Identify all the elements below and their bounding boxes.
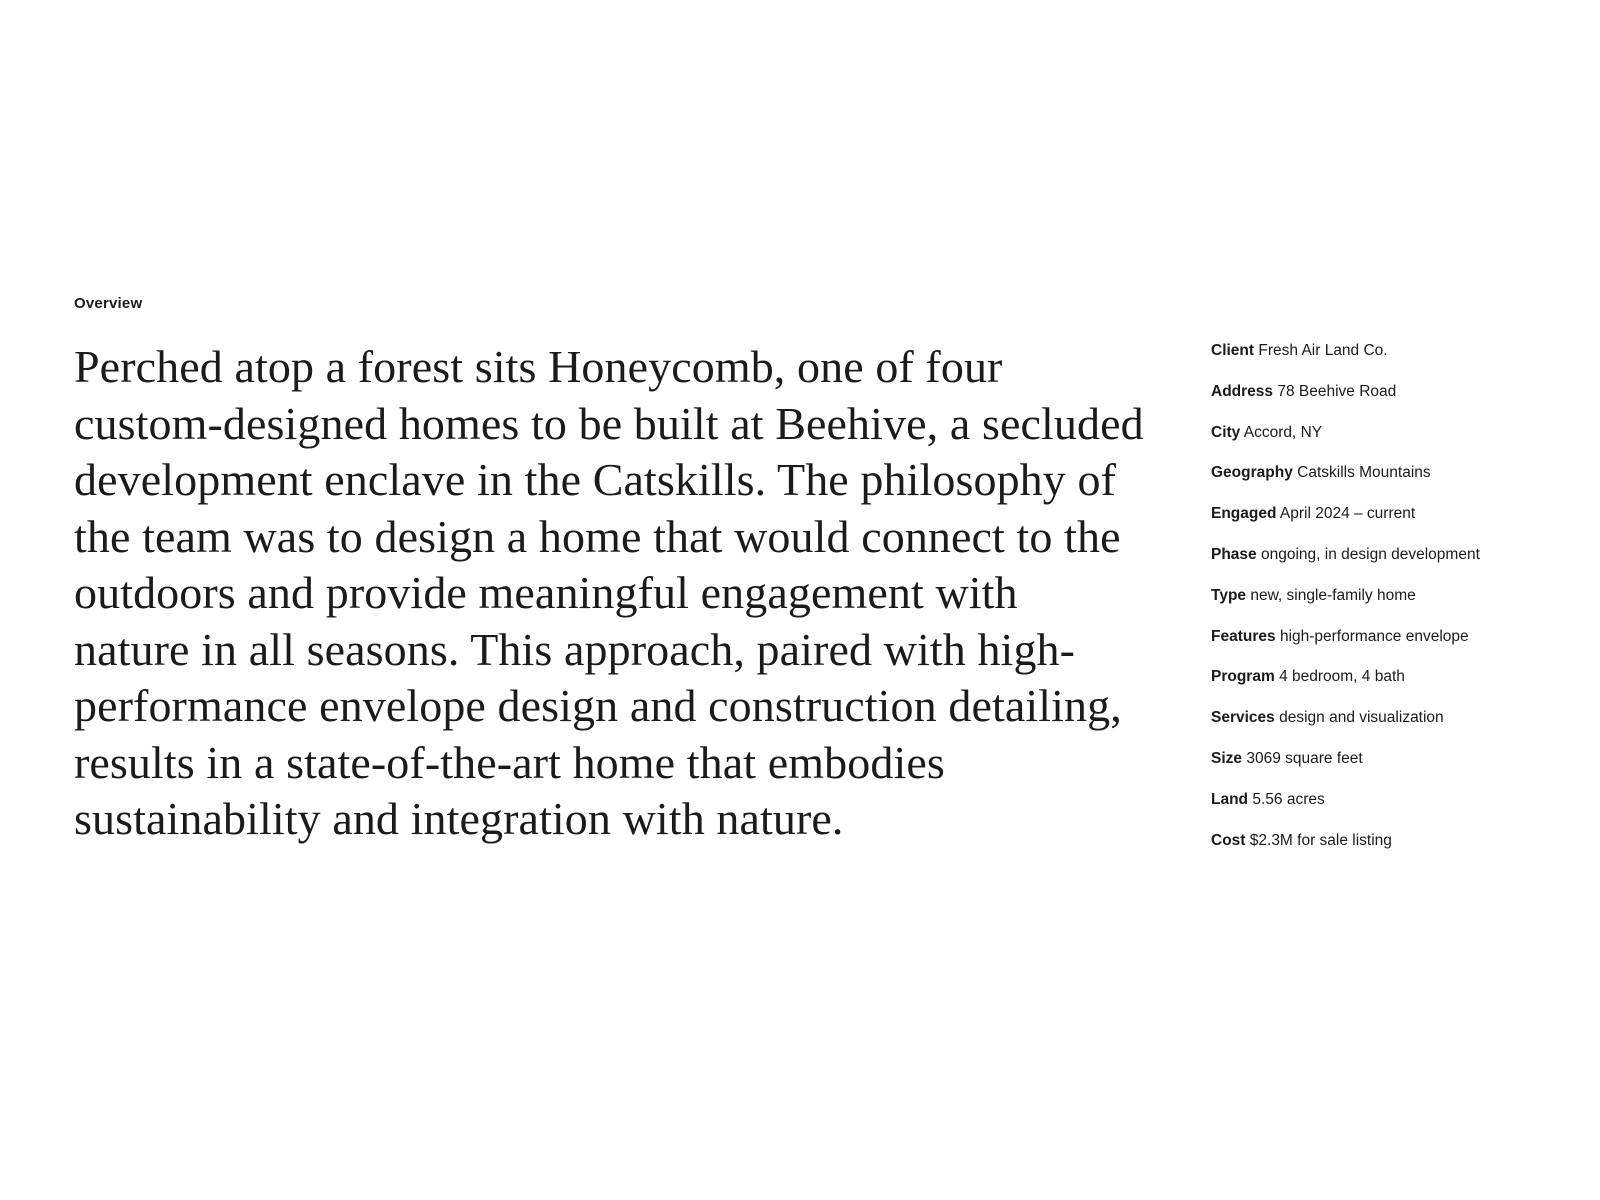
fact-services xyxy=(1211,708,1581,749)
fact-key: Land xyxy=(1211,790,1249,808)
fact-size xyxy=(1211,749,1581,790)
fact-value: 78 Beehive Road xyxy=(1277,382,1397,400)
fact-cost xyxy=(1211,831,1581,872)
fact-value: April 2024 – current xyxy=(1279,505,1416,523)
fact-value: Catskills Mountains xyxy=(1297,464,1431,482)
fact-type xyxy=(1211,586,1581,627)
fact-address xyxy=(1211,382,1581,423)
fact-value: design and visualization xyxy=(1279,709,1444,727)
fact-key: Size xyxy=(1211,749,1243,767)
fact-city xyxy=(1211,423,1581,464)
fact-key: Services xyxy=(1211,709,1275,727)
fact-key: Type xyxy=(1211,586,1247,604)
fact-key: Client xyxy=(1211,342,1255,359)
fact-phase xyxy=(1211,545,1581,586)
fact-key: Cost xyxy=(1211,831,1246,849)
fact-value: 5.56 acres xyxy=(1252,790,1325,808)
fact-key: Features xyxy=(1211,627,1276,645)
fact-key: Geography xyxy=(1211,464,1293,482)
fact-value: ongoing, in design development xyxy=(1260,545,1480,563)
fact-client xyxy=(1211,341,1581,382)
overview-paragraph: Perched atop a forest sits Honeycomb, one of four custom-designed homes to be built at Beehive, a secluded development enclave in the Catskills. The philosophy of the team was to design a home that would connect to the outdoors and provide meaningful engagement with nature in all seasons. This approach, paired with high-performance envelope design and construction detailing, results in a state-of-the-art home that embodies sustainability and integration with nature. xyxy=(74,341,1144,844)
fact-value: Fresh Air Land Co. xyxy=(1258,342,1388,359)
fact-features xyxy=(1211,627,1581,668)
fact-land xyxy=(1211,790,1581,831)
fact-program xyxy=(1211,667,1581,708)
fact-key: City xyxy=(1211,423,1241,441)
fact-value: high-performance envelope xyxy=(1279,627,1469,645)
fact-key: Engaged xyxy=(1211,505,1277,523)
fact-key: Phase xyxy=(1211,545,1257,563)
fact-value: Accord, NY xyxy=(1243,423,1323,441)
fact-key: Program xyxy=(1211,668,1275,686)
fact-engaged xyxy=(1211,504,1581,545)
project-facts-list xyxy=(1211,341,1581,871)
fact-value: $2.3M for sale listing xyxy=(1249,831,1392,849)
fact-value: new, single-family home xyxy=(1250,586,1416,604)
section-label-overview: Overview xyxy=(74,295,143,312)
fact-key: Address xyxy=(1211,382,1274,400)
fact-value: 3069 square feet xyxy=(1246,749,1363,767)
fact-geography xyxy=(1211,463,1581,504)
fact-value: 4 bedroom, 4 bath xyxy=(1279,668,1405,686)
